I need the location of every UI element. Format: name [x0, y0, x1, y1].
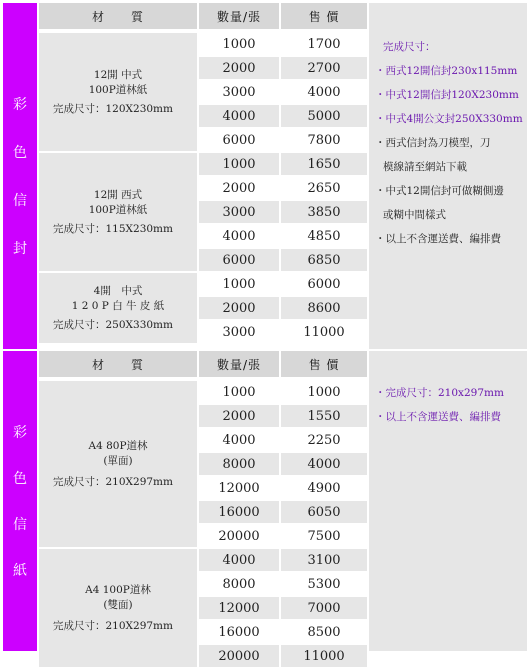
price-cell: 1700	[281, 33, 367, 55]
material-cell	[39, 153, 197, 271]
note-line: ・完成尺寸：210x297mm	[375, 387, 504, 399]
quantity-cell: 1000	[199, 381, 279, 403]
quantity-cell: 4000	[199, 549, 279, 571]
quantity-cell: 2000	[199, 177, 279, 199]
price-cell: 5300	[281, 573, 367, 595]
quantity-cell: 8000	[199, 453, 279, 475]
side-label-char: 紙	[13, 563, 27, 579]
note-line: ・以上不含運送費、編排費	[375, 233, 501, 245]
price-cell: 6850	[281, 249, 367, 271]
quantity-cell: 16000	[199, 501, 279, 523]
price-cell: 6000	[281, 273, 367, 295]
price-header: 售 價	[281, 3, 367, 29]
price-cell: 3850	[281, 201, 367, 223]
quantity-cell: 4000	[199, 105, 279, 127]
side-label-char: 彩	[13, 97, 27, 113]
quantity-cell: 8000	[199, 573, 279, 595]
price-cell: 4850	[281, 225, 367, 247]
quantity-cell: 16000	[199, 621, 279, 643]
price-cell: 8500	[281, 621, 367, 643]
side-label-char: 色	[13, 145, 27, 161]
price-cell: 11000	[281, 321, 367, 343]
price-cell: 6050	[281, 501, 367, 523]
letter-paper-price-section	[3, 351, 527, 664]
price-cell: 1000	[281, 381, 367, 403]
price-cell: 7500	[281, 525, 367, 547]
note-line: ・以上不含運送費、編排費	[375, 411, 501, 423]
note-line: ・中式4開公文封250X330mm	[375, 113, 523, 125]
material-spec: 完成尺寸：120X230mm	[53, 102, 173, 115]
quantity-header: 數量/張	[199, 3, 279, 29]
quantity-cell: 3000	[199, 81, 279, 103]
side-label-strip	[3, 3, 37, 349]
material-cell	[39, 381, 197, 547]
quantity-cell: 20000	[199, 525, 279, 547]
material-line: 12開 中式	[93, 68, 143, 81]
price-header: 售 價	[281, 351, 367, 377]
quantity-cell: 12000	[199, 477, 279, 499]
side-label-strip	[3, 351, 37, 651]
note-line: ・西式12開信封230x115mm	[375, 65, 518, 77]
side-label-char: 色	[13, 471, 27, 487]
quantity-cell: 20000	[199, 645, 279, 667]
note-line: ・中式12開信封120X230mm	[375, 89, 519, 101]
note-line: ・西式信封為刀模型，刀	[375, 137, 491, 149]
material-spec: 完成尺寸：210X297mm	[53, 475, 173, 488]
material-line: A4 80P道林	[88, 439, 148, 452]
price-cell: 4000	[281, 453, 367, 475]
price-cell: 3100	[281, 549, 367, 571]
quantity-header: 數量/張	[199, 351, 279, 377]
notes-panel	[369, 351, 527, 651]
quantity-cell: 1000	[199, 153, 279, 175]
price-cell: 4900	[281, 477, 367, 499]
price-cell: 8600	[281, 297, 367, 319]
material-line: A4 100P道林	[85, 583, 151, 596]
quantity-cell: 12000	[199, 597, 279, 619]
notes-panel	[369, 3, 527, 349]
price-cell: 1650	[281, 153, 367, 175]
quantity-cell: 2000	[199, 57, 279, 79]
side-label-char: 封	[13, 241, 27, 257]
quantity-cell: 6000	[199, 129, 279, 151]
material-line: 12開 西式	[93, 188, 143, 201]
quantity-cell: 4000	[199, 225, 279, 247]
note-line: ・中式12開信封可做糊側邊	[375, 185, 504, 197]
side-label-char: 信	[13, 193, 27, 209]
price-cell: 1550	[281, 405, 367, 427]
note-line: 或糊中間樣式	[383, 209, 446, 221]
material-line: 4開 中式	[93, 284, 143, 297]
material-cell	[39, 273, 197, 343]
quantity-cell: 6000	[199, 249, 279, 271]
material-line: 100P道林紙	[88, 203, 148, 216]
quantity-cell: 1000	[199, 33, 279, 55]
note-line: 模線請至網站下載	[383, 161, 467, 173]
quantity-cell: 1000	[199, 273, 279, 295]
quantity-cell: 4000	[199, 429, 279, 451]
material-spec: 完成尺寸：250X330mm	[53, 318, 173, 331]
quantity-cell: 2000	[199, 405, 279, 427]
material-spec: 完成尺寸：115X230mm	[53, 222, 173, 235]
material-line: (雙面)	[103, 598, 133, 611]
material-line: (單面)	[103, 454, 133, 467]
envelope-price-section	[3, 3, 527, 349]
price-cell: 2650	[281, 177, 367, 199]
price-cell: 2250	[281, 429, 367, 451]
price-cell: 5000	[281, 105, 367, 127]
material-header: 材 質	[39, 351, 197, 377]
material-cell	[39, 549, 197, 667]
quantity-cell: 3000	[199, 321, 279, 343]
price-cell: 7000	[281, 597, 367, 619]
material-line: 1 2 0 P 白 牛 皮 紙	[71, 299, 165, 312]
note-line: 完成尺寸：	[383, 41, 436, 53]
side-label-char: 信	[13, 517, 27, 533]
material-spec: 完成尺寸：210X297mm	[53, 619, 173, 632]
material-header: 材 質	[39, 3, 197, 29]
quantity-cell: 2000	[199, 297, 279, 319]
material-cell	[39, 33, 197, 151]
material-line: 100P道林紙	[88, 83, 148, 96]
quantity-cell: 3000	[199, 201, 279, 223]
price-cell: 7800	[281, 129, 367, 151]
price-cell: 2700	[281, 57, 367, 79]
side-label-char: 彩	[13, 425, 27, 441]
price-cell: 4000	[281, 81, 367, 103]
price-cell: 11000	[281, 645, 367, 667]
